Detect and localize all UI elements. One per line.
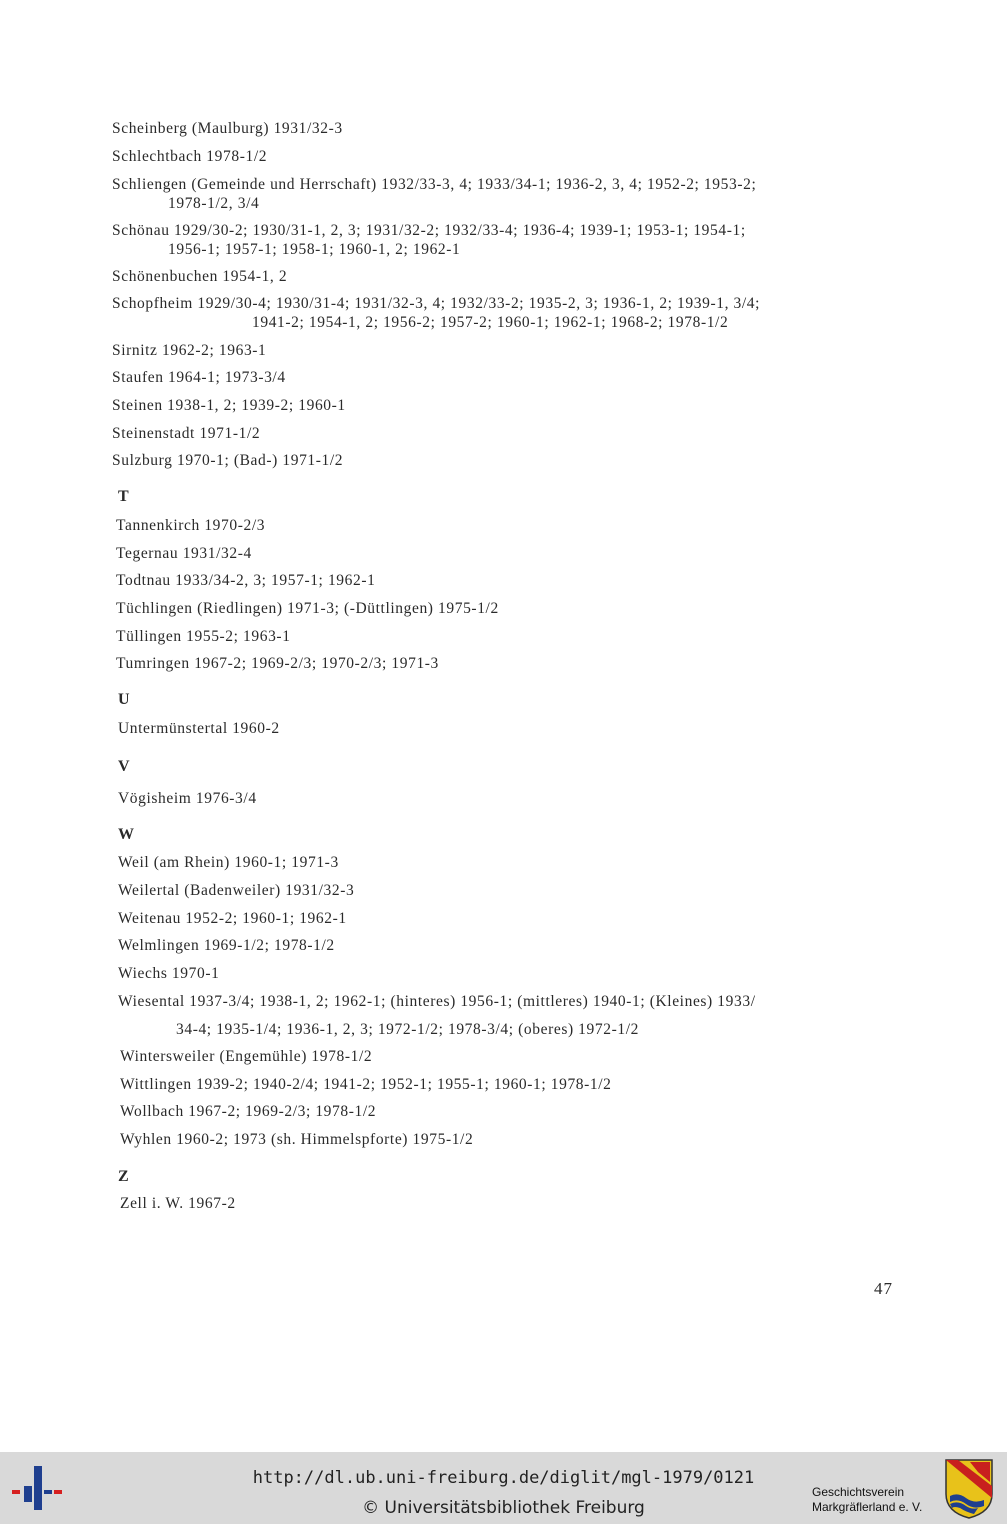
index-entry: Welmlingen 1969-1/2; 1978-1/2 <box>118 937 335 954</box>
section-heading-u: U <box>118 691 131 708</box>
index-entry: Steinenstadt 1971-1/2 <box>112 425 261 442</box>
index-entry: Zell i. W. 1967-2 <box>120 1195 236 1212</box>
section-heading-t: T <box>118 488 130 505</box>
index-entry: Weitenau 1952-2; 1960-1; 1962-1 <box>118 910 347 927</box>
index-entry: Schönau 1929/30-2; 1930/31-1, 2, 3; 1931/32-2; 1932/33-4; 1936-4; 1939-1; 1953-1; 1954-1; 1956-1; 1957-1; 1958-1; 1960-1, 2; 1962-1 <box>112 222 746 258</box>
index-entry: Sulzburg 1970-1; (Bad-) 1971-1/2 <box>112 452 344 469</box>
index-entry: Sirnitz 1962-2; 1963-1 <box>112 342 267 359</box>
index-entry: Tannenkirch 1970-2/3 <box>116 517 266 534</box>
index-entry: Vögisheim 1976-3/4 <box>118 790 257 807</box>
index-entry: Wiechs 1970-1 <box>118 965 220 982</box>
index-entry: Wollbach 1967-2; 1969-2/3; 1978-1/2 <box>120 1103 377 1120</box>
index-entry: Schönenbuchen 1954-1, 2 <box>112 268 288 285</box>
index-entry: Untermünstertal 1960-2 <box>118 720 280 737</box>
index-entry: Wintersweiler (Engemühle) 1978-1/2 <box>120 1048 373 1065</box>
index-entry: Scheinberg (Maulburg) 1931/32-3 <box>112 120 343 137</box>
index-entry: Schliengen (Gemeinde und Herrschaft) 1932/33-3, 4; 1933/34-1; 1936-2, 3, 4; 1952-2; 1953-2; 1978-1/2, 3/4 <box>112 176 757 212</box>
index-entry: Steinen 1938-1, 2; 1939-2; 1960-1 <box>112 397 346 414</box>
society-crest-icon <box>944 1458 994 1520</box>
section-heading-v: V <box>118 758 131 775</box>
footer-bar <box>0 1452 1007 1524</box>
index-entry: Wittlingen 1939-2; 1940-2/4; 1941-2; 1952-1; 1955-1; 1960-1; 1978-1/2 <box>120 1076 612 1093</box>
index-entry: Tegernau 1931/32-4 <box>116 545 252 562</box>
index-entry: Tüllingen 1955-2; 1963-1 <box>116 628 291 645</box>
index-entry: Wiesental 1937-3/4; 1938-1, 2; 1962-1; (hinteres) 1956-1; (mittleres) 1940-1; (Kleines) 1933/ 34-4; 1935-1/4; 1936-1, 2, 3; 1972-1/2; 1978-3/4; (oberes) 1972-1/2 <box>118 993 756 1038</box>
index-entry: Schopfheim 1929/30-4; 1930/31-4; 1931/32-3, 4; 1932/33-2; 1935-2, 3; 1936-1, 2; 1939-1, 3/4; 1941-2; 1954-1, 2; 1956-2; 1957-2; 1960-1; 1962-1; 1968-2; 1978-1/2 <box>112 295 761 331</box>
index-entry: Weilertal (Badenweiler) 1931/32-3 <box>118 882 355 899</box>
document-url-link[interactable]: http://dl.ub.uni-freiburg.de/diglit/mgl-1979/0121 <box>252 1468 755 1488</box>
index-entry: Wyhlen 1960-2; 1973 (sh. Himmelspforte) 1975-1/2 <box>120 1131 474 1148</box>
index-entry: Weil (am Rhein) 1960-1; 1971-3 <box>118 854 339 871</box>
copyright-notice: © Universitätsbibliothek Freiburg <box>362 1498 645 1518</box>
index-entry: Tüchlingen (Riedlingen) 1971-3; (-Düttlingen) 1975-1/2 <box>116 600 499 617</box>
index-entry: Staufen 1964-1; 1973-3/4 <box>112 369 286 386</box>
page-number: 47 <box>874 1279 893 1298</box>
index-entry: Tumringen 1967-2; 1969-2/3; 1970-2/3; 1971-3 <box>116 655 439 672</box>
section-heading-w: W <box>118 826 135 843</box>
society-name: Geschichtsverein Markgräflerland e. V. <box>812 1485 923 1514</box>
index-entry: Schlechtbach 1978-1/2 <box>112 148 268 165</box>
index-entry: Todtnau 1933/34-2, 3; 1957-1; 1962-1 <box>116 572 376 589</box>
section-heading-z: Z <box>118 1168 130 1185</box>
